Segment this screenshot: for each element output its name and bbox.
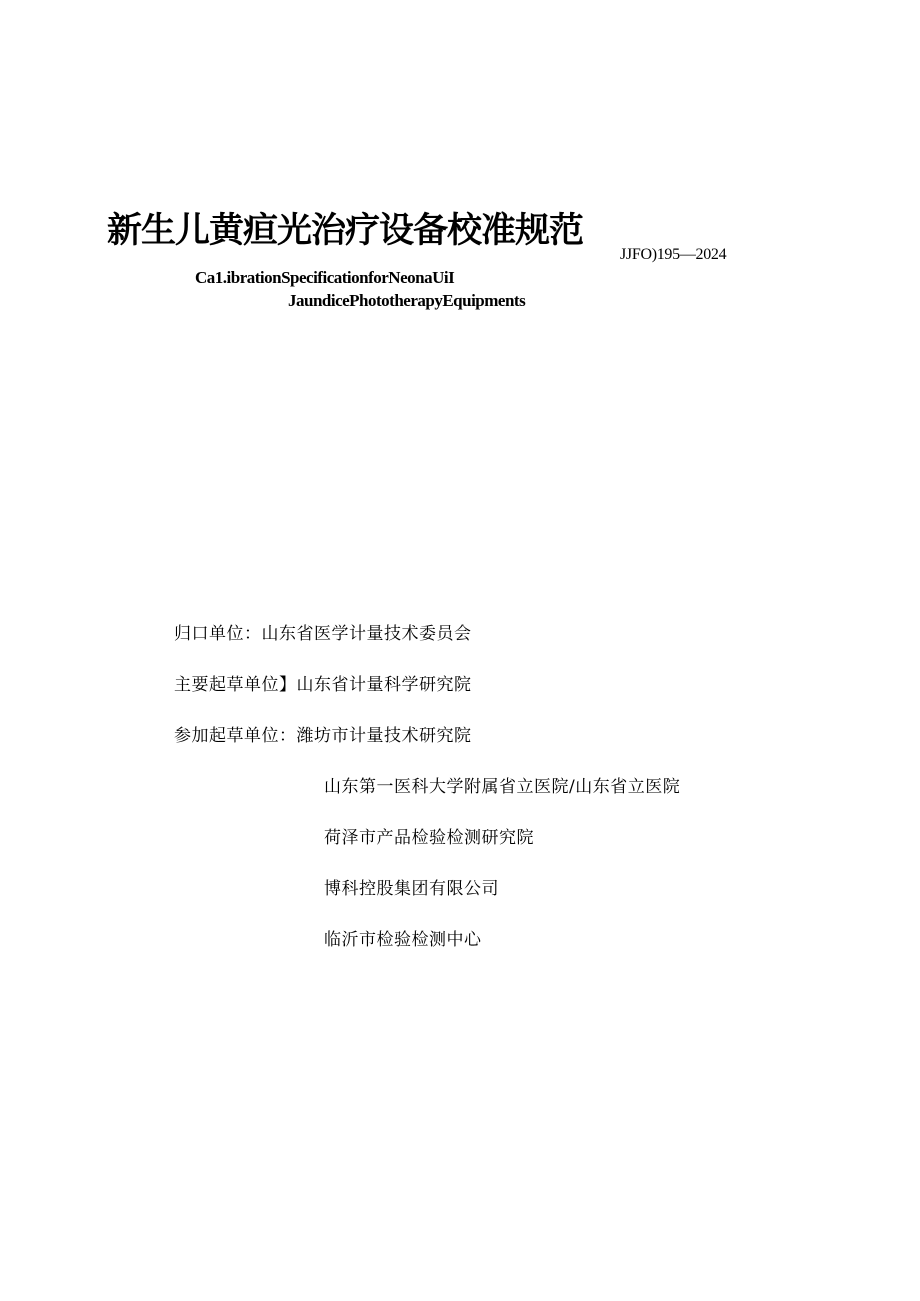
document-title-chinese: 新生儿黄疸光治疗设备校准规范 [107,211,584,251]
participating-unit-item: 荷泽市产品检验检测研究院 [324,828,534,848]
participating-drafting-unit: 参加起草单位：潍坊市计量技术研究院 [174,726,472,746]
standard-code: JJFO)195—2024 [620,246,727,263]
main-drafting-unit: 主要起草单位】山东省计量科学研究院 [174,675,472,695]
participating-unit-item: 博科控股集团有限公司 [324,879,499,899]
participating-unit-item: 山东第一医科大学附属省立医院/山东省立医院 [324,777,681,797]
document-title-english-line-2: JaundicePhototherapyEquipments [288,291,526,310]
document-title-english-line-1: Ca1.ibrationSpecificationforNeonaUiI [195,268,455,287]
participating-unit-item: 临沂市检验检测中心 [324,930,482,950]
centralized-unit: 归口单位：山东省医学计量技术委员会 [174,624,472,644]
